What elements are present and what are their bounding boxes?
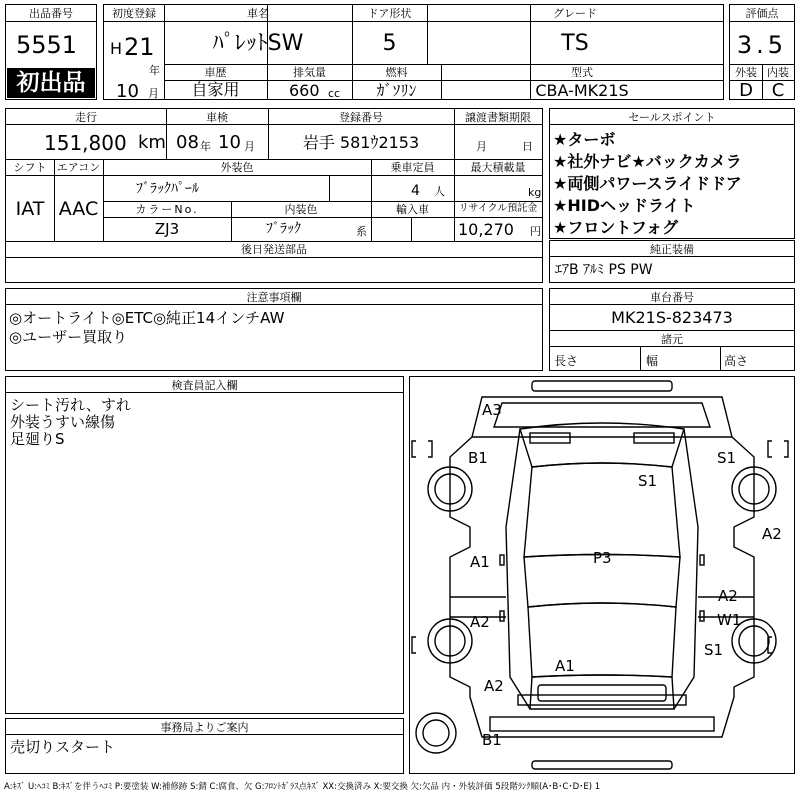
- interior-color-label: 内装色: [284, 203, 318, 216]
- import-car-label: 輸入車: [396, 203, 429, 216]
- sales-point-4: ★HIDヘッドライト: [553, 196, 696, 215]
- registration-number-label: 登録番号: [339, 111, 383, 124]
- interior-color-unit: 系: [356, 225, 367, 238]
- notes-line-1: ◎オートライト◎ETC◎純正14インチAW: [9, 309, 285, 327]
- notes-label: 注意事項欄: [246, 291, 302, 304]
- history: 自家用: [191, 80, 240, 99]
- first-registration-year: 21: [124, 33, 155, 61]
- inspection-year-unit: 年: [200, 140, 211, 153]
- specs-label: 諸元: [661, 333, 683, 346]
- inspection-year: 08: [176, 132, 199, 153]
- recycle-deposit: 10,270: [458, 220, 514, 239]
- inspection-month-unit: 月: [244, 140, 255, 153]
- mark-a2-right: A2: [762, 525, 782, 543]
- first-registration-label: 初度登録: [112, 7, 156, 20]
- shift-label: シフト: [13, 161, 47, 174]
- mark-a1-left-door: A1: [470, 553, 490, 571]
- sales-points-label: セールスポイント: [628, 111, 716, 124]
- transfer-deadline-label: 譲渡書類期限: [465, 111, 531, 124]
- mark-w1: W1: [717, 611, 742, 629]
- mark-p3: P3: [593, 549, 612, 567]
- exterior-label: 外装: [735, 66, 757, 79]
- recycle-deposit-unit: 円: [530, 225, 541, 238]
- inspector-line-2: 外装うすい線傷: [10, 413, 116, 431]
- color-number-label: カラーNo.: [135, 203, 199, 216]
- displacement-unit: cc: [328, 87, 341, 100]
- car-name: ﾊﾟﾚｯﾄSW: [212, 31, 304, 56]
- car-outline-diagram: [410, 377, 794, 773]
- sales-point-5: ★フロントフォグ: [553, 218, 679, 237]
- interior-label: 内装: [767, 66, 789, 79]
- mark-a2-right-door: A2: [718, 587, 738, 605]
- inspector-line-1: シート汚れ、すれ: [10, 396, 131, 414]
- history-label: 車歴: [204, 66, 227, 79]
- height-label: 高さ: [724, 354, 749, 368]
- vehicle-details-box: [5, 108, 543, 283]
- equipment-label: 純正装備: [650, 243, 694, 256]
- office-message: 売切りスタート: [10, 738, 116, 756]
- mark-s1-right-rear: S1: [704, 641, 724, 659]
- mark-a2-left-door: A2: [470, 613, 490, 631]
- inspection-label: 車検: [206, 111, 228, 124]
- office-box: [5, 718, 404, 774]
- displacement: 660: [289, 81, 320, 100]
- inspector-line-3: 足廻りS: [10, 430, 65, 448]
- mark-a1-rear: A1: [555, 657, 575, 675]
- max-load-label: 最大積載量: [470, 161, 526, 174]
- capacity-unit: 人: [434, 185, 445, 198]
- mark-a3-top: A3: [482, 401, 502, 419]
- exterior-score: D: [739, 80, 753, 101]
- equipment-box: [549, 240, 795, 283]
- mileage: 151,800: [44, 131, 127, 155]
- transfer-day-unit: 日: [522, 140, 533, 153]
- grade-label: グレード: [553, 7, 597, 20]
- model-label: 型式: [571, 66, 593, 79]
- mileage-unit: km: [138, 132, 166, 153]
- inspector-label: 検査員記入欄: [171, 379, 238, 392]
- notes-box: [5, 288, 543, 371]
- lot-number-box: [5, 4, 97, 100]
- fuel: ｶﾞｿﾘﾝ: [376, 81, 417, 100]
- width-label: 幅: [646, 354, 659, 368]
- exterior-color: ﾌﾞﾗｯｸﾊﾟｰﾙ: [136, 181, 199, 197]
- max-load-unit: kg: [528, 186, 542, 199]
- damage-diagram: [409, 376, 795, 774]
- vehicle-info-box: [103, 4, 724, 100]
- door-type: 5: [382, 31, 397, 56]
- sales-point-2: ★社外ナビ★バックカメラ: [553, 152, 742, 171]
- mark-b1-left: B1: [468, 449, 488, 467]
- later-parts-label: 後日発送部品: [241, 243, 307, 256]
- inspection-month: 10: [218, 132, 241, 153]
- sales-points-box: [549, 108, 795, 239]
- mileage-label: 走行: [75, 111, 97, 124]
- year-unit: 年: [149, 64, 160, 77]
- office-label: 事務局よりご案内: [160, 721, 249, 734]
- capacity: 4: [411, 183, 420, 199]
- interior-color: ﾌﾞﾗｯｸ: [266, 221, 301, 237]
- notes-line-2: ◎ユーザー買取り: [9, 328, 128, 346]
- grade: TS: [561, 31, 589, 56]
- sales-point-3: ★両側パワースライドドア: [553, 174, 742, 193]
- overall-score: 3.5: [736, 31, 788, 59]
- era: H: [110, 39, 123, 58]
- displacement-label: 排気量: [293, 66, 326, 79]
- aircon-label: エアコン: [56, 161, 101, 174]
- exterior-color-label: 外装色: [220, 161, 254, 174]
- first-registration-month: 10: [116, 81, 139, 102]
- inspector-box: [5, 376, 404, 714]
- shift: IAT: [15, 198, 45, 220]
- mark-a2-rear-left: A2: [484, 677, 504, 695]
- chassis-box: [549, 288, 795, 371]
- chassis-number: MK21S-823473: [611, 308, 733, 327]
- chassis-number-label: 車台番号: [650, 291, 694, 304]
- registration-number: 岩手 581ｳ2153: [302, 133, 420, 152]
- fuel-label: 燃料: [385, 66, 408, 79]
- lot-number-label: 出品番号: [29, 7, 73, 20]
- mark-s1-right-top: S1: [717, 449, 737, 467]
- equipment-value: ｴｱB ｱﾙﾐ PS PW: [555, 262, 653, 278]
- aircon: AAC: [58, 198, 99, 220]
- length-label: 長さ: [554, 354, 579, 368]
- car-name-label: 車名: [247, 7, 269, 20]
- score-label: 評価点: [745, 7, 779, 20]
- recycle-deposit-label: リサイクル預託金: [458, 203, 538, 214]
- lot-number: 5551: [16, 31, 78, 59]
- first-listing-badge: 初出品: [7, 68, 95, 98]
- score-box: [729, 4, 795, 100]
- model: CBA-MK21S: [535, 81, 629, 100]
- legend: A:ｷｽﾞ U:ﾍｺﾐ B:ｷｽﾞを伴うﾍｺﾐ P:要塗装 W:補修跡 S:錆 C:腐食、欠 G:ﾌﾛﾝﾄｶﾞﾗｽ点ｷｽﾞ XX:交換済み X:要交換 欠:欠品 内・外装評価 5段階ﾗﾝｸ順(A･B･C･D･E) 1: [4, 782, 601, 792]
- transfer-month-unit: 月: [476, 140, 487, 153]
- door-type-label: ドア形状: [367, 7, 412, 20]
- sales-point-1: ★ターボ: [553, 130, 616, 149]
- month-unit: 月: [148, 87, 159, 100]
- interior-score: C: [771, 80, 785, 101]
- capacity-label: 乗車定員: [390, 161, 435, 174]
- mark-b1-bottom: B1: [482, 731, 502, 749]
- color-number: ZJ3: [154, 220, 180, 238]
- mark-s1-roof: S1: [638, 472, 658, 490]
